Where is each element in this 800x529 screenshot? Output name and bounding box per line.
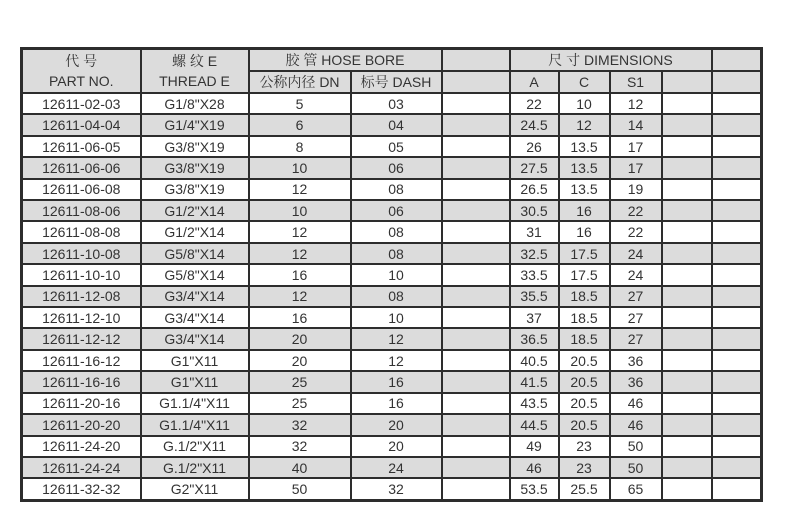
cell-s1: 27 (610, 286, 662, 307)
cell-dash: 05 (351, 136, 442, 157)
cell-spacer (442, 307, 510, 328)
cell-dn: 20 (249, 350, 351, 371)
header-dn: 公称内径 DN (249, 71, 351, 93)
cell-thread: G.1/2"X11 (141, 457, 249, 478)
cell-part-no: 12611-10-10 (22, 264, 141, 285)
cell-spacer (442, 221, 510, 242)
cell-spacer (712, 436, 762, 457)
cell-a: 27.5 (510, 157, 559, 178)
cell-c: 20.5 (559, 393, 610, 414)
cell-dn: 20 (249, 328, 351, 349)
cell-spacer (662, 307, 712, 328)
cell-a: 26 (510, 136, 559, 157)
cell-part-no: 12611-02-03 (22, 93, 141, 114)
cell-dash: 16 (351, 371, 442, 392)
cell-spacer (442, 478, 510, 500)
cell-thread: G3/8"X19 (141, 157, 249, 178)
cell-a: 35.5 (510, 286, 559, 307)
cell-a: 44.5 (510, 414, 559, 435)
header-thread-cn: 螺 纹 E (171, 53, 218, 69)
cell-c: 18.5 (559, 307, 610, 328)
cell-s1: 22 (610, 221, 662, 242)
table-row (22, 436, 762, 457)
cell-dash: 03 (351, 93, 442, 114)
cell-a: 49 (510, 436, 559, 457)
header-col-a: A (510, 71, 559, 93)
header-dimensions: 尺 寸 DIMENSIONS (510, 49, 712, 72)
cell-c: 25.5 (559, 478, 610, 500)
cell-dn: 5 (249, 93, 351, 114)
cell-a: 36.5 (510, 328, 559, 349)
cell-part-no: 12611-24-24 (22, 457, 141, 478)
cell-a: 22 (510, 93, 559, 114)
cell-spacer (712, 414, 762, 435)
header-part-no (22, 49, 141, 94)
cell-c: 12 (559, 114, 610, 135)
cell-s1: 17 (610, 136, 662, 157)
cell-s1: 12 (610, 93, 662, 114)
cell-part-no: 12611-20-16 (22, 393, 141, 414)
cell-dash: 04 (351, 114, 442, 135)
header-part-no-cn: 代 号 (65, 53, 98, 69)
header-spacer-top-1 (442, 49, 510, 72)
cell-spacer (662, 393, 712, 414)
header-row-1 (22, 49, 762, 72)
cell-spacer (712, 307, 762, 328)
cell-part-no: 12611-12-10 (22, 307, 141, 328)
cell-dn: 16 (249, 264, 351, 285)
cell-dash: 10 (351, 307, 442, 328)
cell-part-no: 12611-06-08 (22, 179, 141, 200)
cell-part-no: 12611-16-12 (22, 350, 141, 371)
cell-c: 13.5 (559, 136, 610, 157)
table-row (22, 328, 762, 349)
cell-spacer (442, 350, 510, 371)
cell-s1: 24 (610, 243, 662, 264)
cell-c: 20.5 (559, 350, 610, 371)
cell-dn: 12 (249, 179, 351, 200)
header-thread-en: THREAD E (159, 73, 230, 89)
cell-part-no: 12611-06-06 (22, 157, 141, 178)
cell-dash: 08 (351, 286, 442, 307)
header-spacer-mid-3 (712, 71, 762, 93)
cell-c: 20.5 (559, 414, 610, 435)
cell-spacer (442, 457, 510, 478)
cell-spacer (442, 328, 510, 349)
cell-thread: G1/4"X19 (141, 114, 249, 135)
cell-c: 23 (559, 457, 610, 478)
cell-spacer (662, 179, 712, 200)
cell-s1: 36 (610, 350, 662, 371)
cell-thread: G5/8"X14 (141, 264, 249, 285)
cell-a: 32.5 (510, 243, 559, 264)
table-row (22, 157, 762, 178)
cell-s1: 46 (610, 414, 662, 435)
cell-spacer (712, 114, 762, 135)
cell-thread: G1"X11 (141, 371, 249, 392)
cell-s1: 36 (610, 371, 662, 392)
cell-dn: 12 (249, 243, 351, 264)
cell-spacer (442, 286, 510, 307)
cell-part-no: 12611-24-20 (22, 436, 141, 457)
cell-spacer (662, 243, 712, 264)
cell-part-no: 12611-12-08 (22, 286, 141, 307)
cell-dn: 32 (249, 436, 351, 457)
cell-dash: 20 (351, 414, 442, 435)
table-row (22, 457, 762, 478)
cell-thread: G1"X11 (141, 350, 249, 371)
table-row (22, 179, 762, 200)
header-hose-bore: 胶 管 HOSE BORE (249, 49, 442, 72)
header-spacer-mid-2 (662, 71, 712, 93)
cell-a: 41.5 (510, 371, 559, 392)
cell-spacer (442, 179, 510, 200)
table-row (22, 136, 762, 157)
cell-dn: 6 (249, 114, 351, 135)
cell-thread: G.1/2"X11 (141, 436, 249, 457)
cell-s1: 50 (610, 457, 662, 478)
cell-thread: G3/4"X14 (141, 286, 249, 307)
cell-a: 53.5 (510, 478, 559, 500)
cell-spacer (442, 371, 510, 392)
cell-spacer (662, 371, 712, 392)
table-row (22, 350, 762, 371)
cell-a: 40.5 (510, 350, 559, 371)
cell-dn: 25 (249, 393, 351, 414)
cell-dash: 20 (351, 436, 442, 457)
header-col-s1: S1 (610, 71, 662, 93)
cell-spacer (442, 114, 510, 135)
cell-a: 24.5 (510, 114, 559, 135)
cell-spacer (662, 264, 712, 285)
cell-dn: 10 (249, 157, 351, 178)
cell-spacer (712, 371, 762, 392)
cell-c: 18.5 (559, 328, 610, 349)
cell-s1: 19 (610, 179, 662, 200)
cell-c: 13.5 (559, 179, 610, 200)
cell-spacer (662, 328, 712, 349)
table-row (22, 478, 762, 500)
spec-table (20, 47, 763, 502)
cell-spacer (442, 264, 510, 285)
cell-c: 17.5 (559, 264, 610, 285)
cell-spacer (712, 286, 762, 307)
cell-spacer (442, 243, 510, 264)
cell-c: 17.5 (559, 243, 610, 264)
cell-spacer (712, 393, 762, 414)
table-row (22, 371, 762, 392)
cell-c: 13.5 (559, 157, 610, 178)
cell-dn: 25 (249, 371, 351, 392)
cell-spacer (712, 243, 762, 264)
table-row (22, 307, 762, 328)
cell-spacer (442, 436, 510, 457)
cell-spacer (662, 221, 712, 242)
cell-c: 10 (559, 93, 610, 114)
cell-dash: 08 (351, 243, 442, 264)
cell-part-no: 12611-10-08 (22, 243, 141, 264)
cell-thread: G3/4"X14 (141, 307, 249, 328)
cell-spacer (712, 264, 762, 285)
cell-spacer (442, 414, 510, 435)
cell-c: 16 (559, 221, 610, 242)
cell-s1: 24 (610, 264, 662, 285)
cell-spacer (442, 393, 510, 414)
cell-a: 43.5 (510, 393, 559, 414)
cell-spacer (662, 93, 712, 114)
cell-dn: 50 (249, 478, 351, 500)
cell-spacer (712, 328, 762, 349)
cell-dash: 06 (351, 157, 442, 178)
header-spacer-mid-1 (442, 71, 510, 93)
cell-dn: 10 (249, 200, 351, 221)
cell-spacer (662, 478, 712, 500)
cell-part-no: 12611-20-20 (22, 414, 141, 435)
cell-spacer (712, 478, 762, 500)
cell-dn: 16 (249, 307, 351, 328)
cell-spacer (662, 286, 712, 307)
table-row (22, 114, 762, 135)
cell-thread: G1/8"X28 (141, 93, 249, 114)
cell-dash: 08 (351, 221, 442, 242)
cell-thread: G1.1/4"X11 (141, 414, 249, 435)
table-row (22, 286, 762, 307)
cell-dn: 8 (249, 136, 351, 157)
cell-spacer (712, 200, 762, 221)
cell-spacer (442, 157, 510, 178)
table-row (22, 221, 762, 242)
cell-dash: 12 (351, 350, 442, 371)
cell-spacer (442, 93, 510, 114)
cell-spacer (662, 436, 712, 457)
cell-part-no: 12611-08-06 (22, 200, 141, 221)
cell-thread: G3/4"X14 (141, 328, 249, 349)
header-thread (141, 49, 249, 94)
cell-spacer (712, 179, 762, 200)
cell-c: 20.5 (559, 371, 610, 392)
table-row (22, 414, 762, 435)
cell-s1: 50 (610, 436, 662, 457)
cell-thread: G5/8"X14 (141, 243, 249, 264)
cell-dash: 16 (351, 393, 442, 414)
header-part-no-en: PART NO. (48, 73, 114, 89)
cell-part-no: 12611-12-12 (22, 328, 141, 349)
cell-a: 31 (510, 221, 559, 242)
cell-a: 26.5 (510, 179, 559, 200)
cell-spacer (712, 157, 762, 178)
cell-spacer (712, 221, 762, 242)
cell-spacer (662, 114, 712, 135)
cell-dn: 32 (249, 414, 351, 435)
cell-s1: 17 (610, 157, 662, 178)
header-col-c: C (559, 71, 610, 93)
cell-s1: 27 (610, 307, 662, 328)
cell-spacer (662, 457, 712, 478)
cell-thread: G1/2"X14 (141, 221, 249, 242)
cell-a: 37 (510, 307, 559, 328)
cell-spacer (662, 136, 712, 157)
cell-dash: 24 (351, 457, 442, 478)
cell-thread: G2"X11 (141, 478, 249, 500)
cell-a: 30.5 (510, 200, 559, 221)
cell-s1: 65 (610, 478, 662, 500)
cell-c: 18.5 (559, 286, 610, 307)
cell-dash: 32 (351, 478, 442, 500)
cell-part-no: 12611-08-08 (22, 221, 141, 242)
cell-s1: 27 (610, 328, 662, 349)
table-row (22, 200, 762, 221)
cell-spacer (662, 157, 712, 178)
cell-dn: 40 (249, 457, 351, 478)
cell-part-no: 12611-04-04 (22, 114, 141, 135)
header-spacer-top-2 (712, 49, 762, 72)
table-body (22, 93, 762, 501)
table-row (22, 393, 762, 414)
cell-spacer (712, 93, 762, 114)
cell-dash: 12 (351, 328, 442, 349)
table-row (22, 264, 762, 285)
cell-c: 16 (559, 200, 610, 221)
cell-c: 23 (559, 436, 610, 457)
cell-dash: 06 (351, 200, 442, 221)
cell-dn: 12 (249, 221, 351, 242)
cell-spacer (712, 136, 762, 157)
cell-thread: G3/8"X19 (141, 179, 249, 200)
cell-spacer (662, 200, 712, 221)
table-header (22, 49, 762, 94)
cell-s1: 22 (610, 200, 662, 221)
cell-dn: 12 (249, 286, 351, 307)
cell-thread: G3/8"X19 (141, 136, 249, 157)
table-row (22, 243, 762, 264)
cell-dash: 10 (351, 264, 442, 285)
table-row (22, 93, 762, 114)
cell-a: 33.5 (510, 264, 559, 285)
cell-thread: G1/2"X14 (141, 200, 249, 221)
cell-thread: G1.1/4"X11 (141, 393, 249, 414)
cell-spacer (442, 200, 510, 221)
cell-part-no: 12611-32-32 (22, 478, 141, 500)
cell-spacer (442, 136, 510, 157)
cell-spacer (712, 457, 762, 478)
cell-a: 46 (510, 457, 559, 478)
header-dash: 标号 DASH (351, 71, 442, 93)
cell-part-no: 12611-16-16 (22, 371, 141, 392)
cell-spacer (662, 414, 712, 435)
cell-s1: 46 (610, 393, 662, 414)
cell-s1: 14 (610, 114, 662, 135)
cell-dash: 08 (351, 179, 442, 200)
cell-spacer (662, 350, 712, 371)
cell-part-no: 12611-06-05 (22, 136, 141, 157)
cell-spacer (712, 350, 762, 371)
